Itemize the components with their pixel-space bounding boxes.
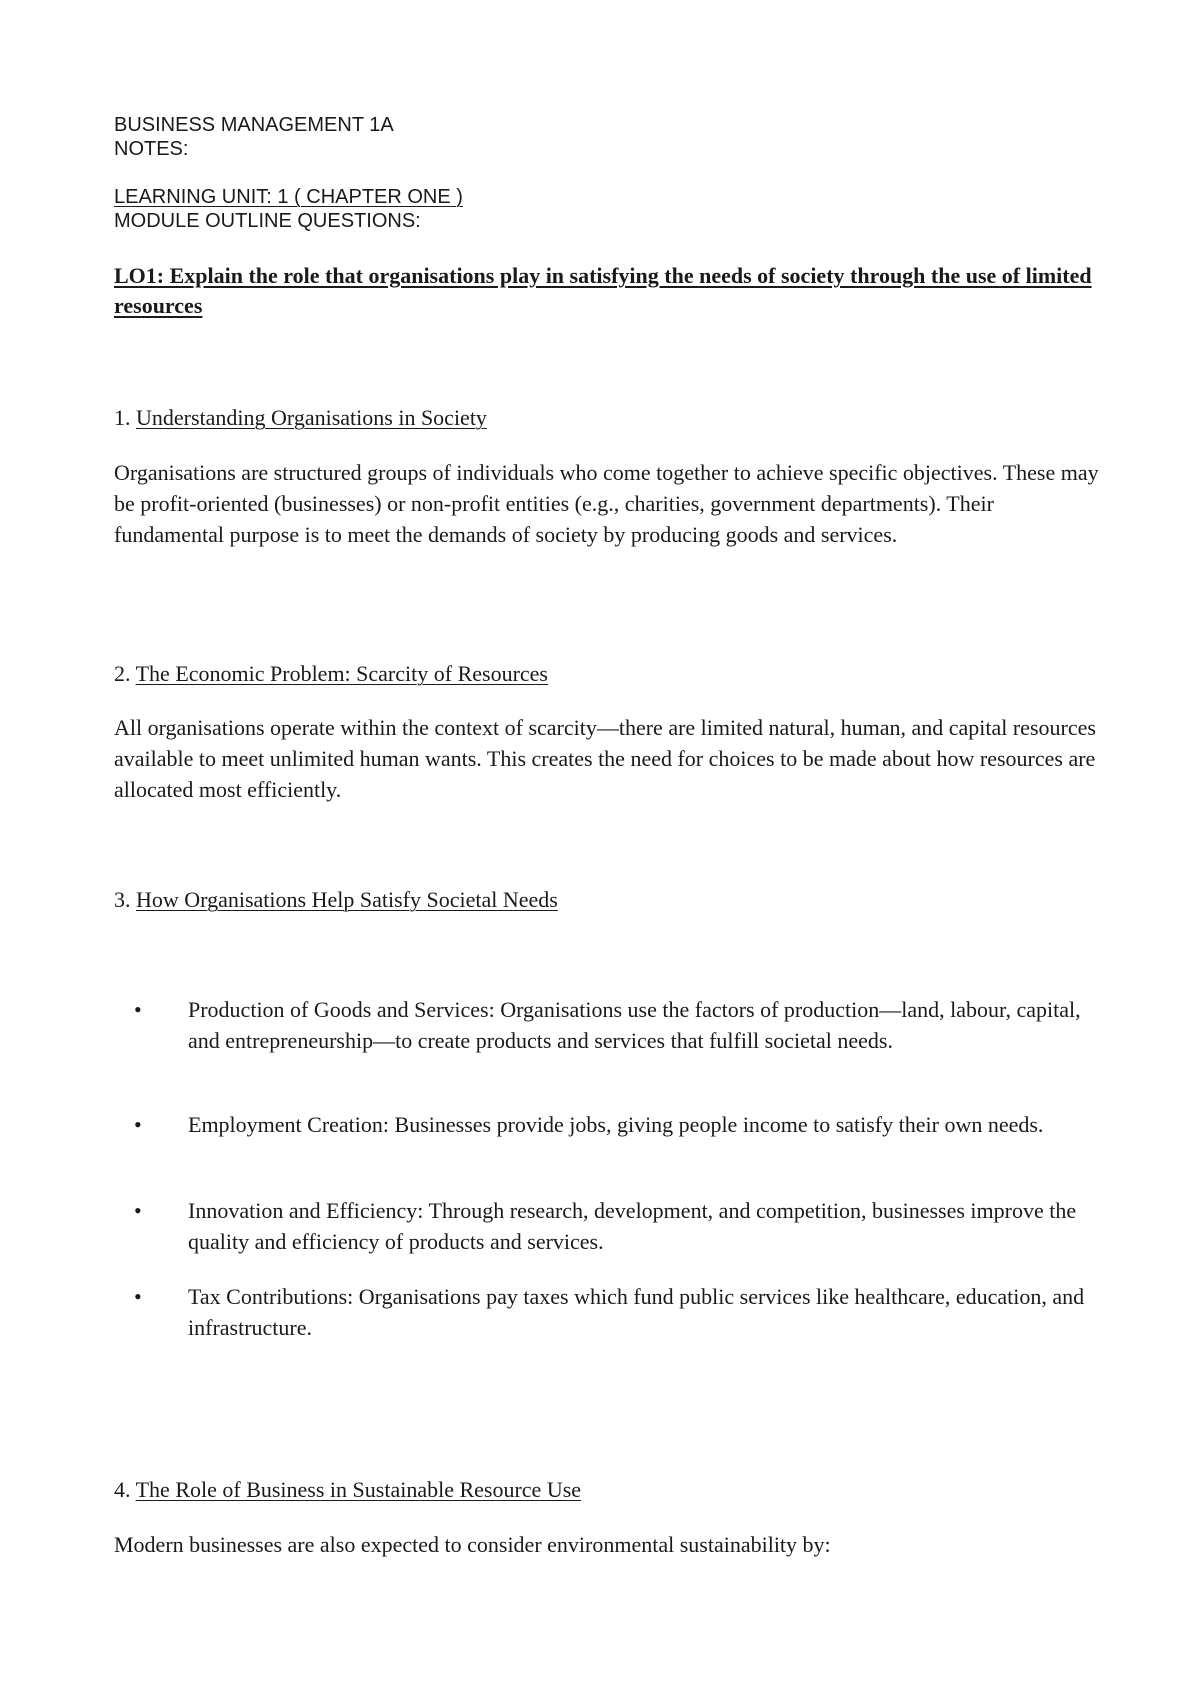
section-body-4: Modern businesses are also expected to consider environmental sustainability by: <box>114 1532 831 1557</box>
section-title: The Role of Business in Sustainable Resource Use <box>135 1477 582 1502</box>
section-heading-3 <box>114 884 558 915</box>
notes-label: NOTES: <box>114 138 189 160</box>
section-number: 2. <box>114 661 131 686</box>
list-item-text: Production of Goods and Services: Organisations use the factors of production—land, labour, capital, and entrepreneurship—to create products and services that fulfill societal needs. <box>188 997 1081 1053</box>
section-title: How Organisations Help Satisfy Societal Needs <box>136 887 558 912</box>
learning-unit-heading: LEARNING UNIT: 1 ( CHAPTER ONE ) <box>114 186 463 208</box>
section-title: The Economic Problem: Scarcity of Resources <box>135 661 548 686</box>
list-item-text: Employment Creation: Businesses provide jobs, giving people income to satisfy their own needs. <box>188 1112 1044 1137</box>
section-number: 3. <box>114 887 131 912</box>
section-title: Understanding Organisations in Society <box>136 405 487 430</box>
section-body-1: Organisations are structured groups of individuals who come together to achieve specific objectives. These may be profit-oriented (businesses) or non-profit entities (e.g., charities, government departments). Their fundamental purpose is to meet the demands of society by producing goods and services. <box>114 460 1099 547</box>
bullet-icon: • <box>134 1112 142 1137</box>
section-number: 1. <box>114 405 131 430</box>
bullet-icon: • <box>134 1284 142 1309</box>
list-item <box>114 1281 1084 1343</box>
course-title: BUSINESS MANAGEMENT 1A <box>114 114 394 136</box>
section-heading-2 <box>114 658 548 689</box>
bullet-icon: • <box>134 997 142 1022</box>
learning-objective: LO1: Explain the role that organisations play in satisfying the needs of society through the use of limited resources <box>114 263 1092 318</box>
section-heading-1 <box>114 402 487 433</box>
module-outline-label: MODULE OUTLINE QUESTIONS: <box>114 210 421 232</box>
list-item <box>114 994 1084 1056</box>
section-heading-4 <box>114 1474 581 1505</box>
list-item <box>114 1109 1084 1140</box>
list-item-text: Innovation and Efficiency: Through research, development, and competition, businesses improve the quality and efficiency of products and services. <box>188 1198 1077 1254</box>
section-number: 4. <box>114 1477 131 1502</box>
bullet-icon: • <box>134 1198 142 1223</box>
section-body-2: All organisations operate within the context of scarcity—there are limited natural, human, and capital resources available to meet unlimited human wants. This creates the need for choices to be made about how resources are allocated most efficiently. <box>114 715 1096 802</box>
list-item-text: Tax Contributions: Organisations pay taxes which fund public services like healthcare, education, and infrastructure. <box>188 1284 1085 1340</box>
list-item <box>114 1195 1084 1257</box>
